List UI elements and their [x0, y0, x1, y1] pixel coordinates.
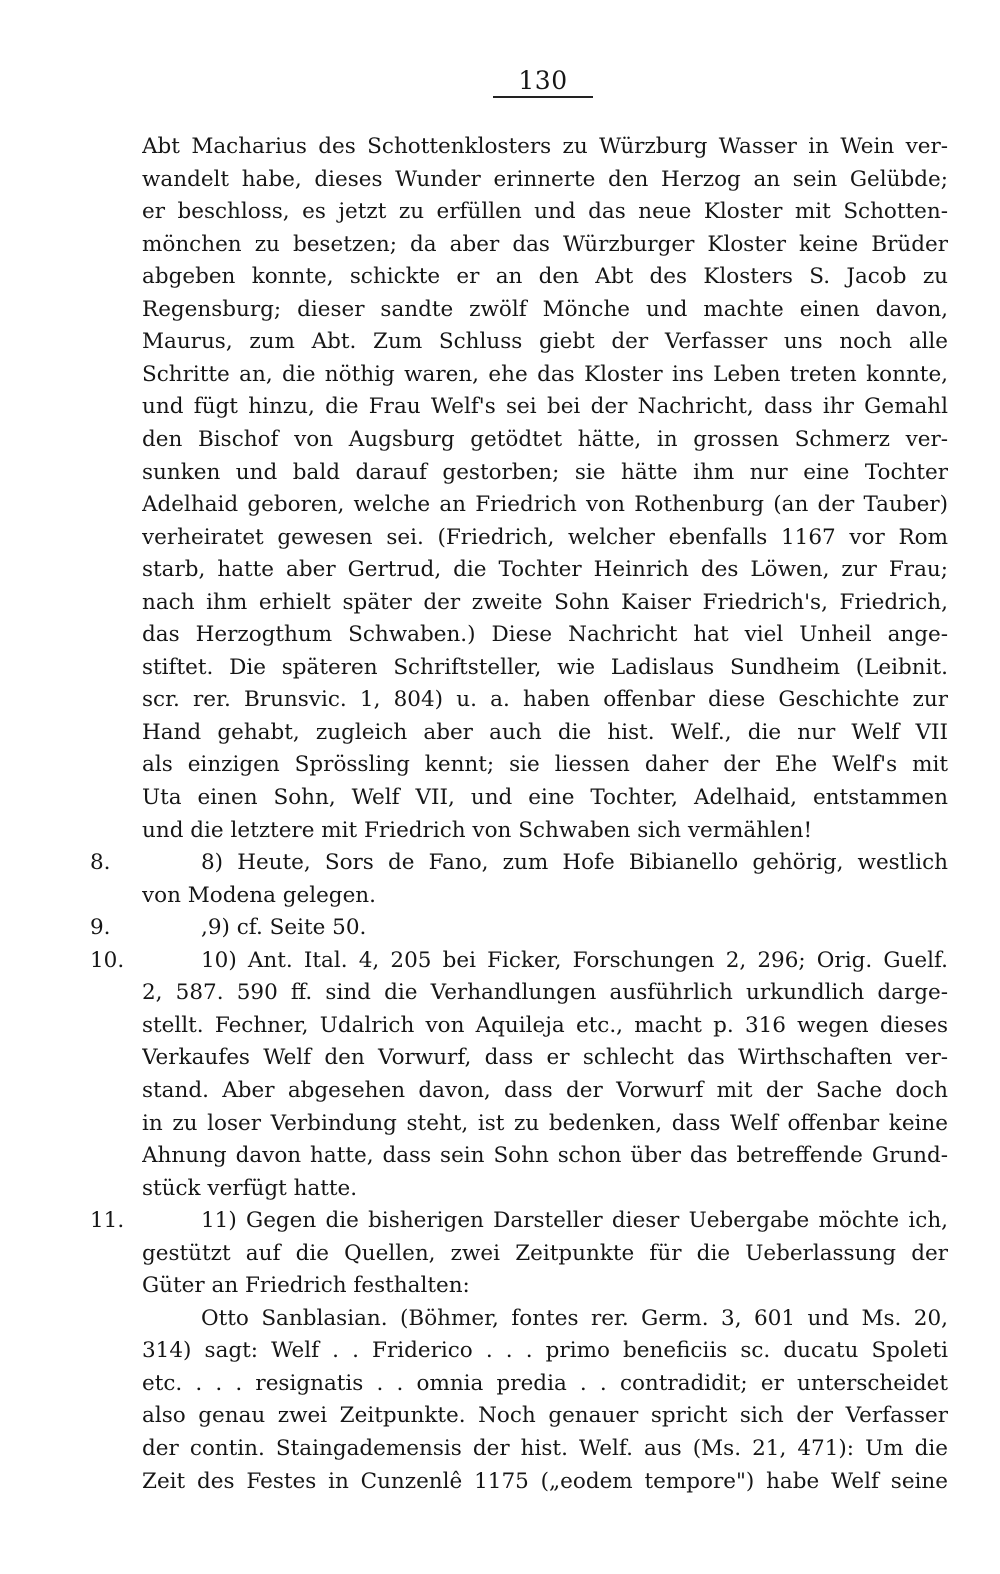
- text-line: starb, hatte aber Gertrud, die Tochter Heinrich des Löwen, zur Frau;: [142, 557, 948, 583]
- text-line: 11) Gegen die bisherigen Darsteller dieser Uebergabe möchte ich,: [201, 1208, 948, 1234]
- text-line: gestützt auf die Quellen, zwei Zeitpunkte für die Ueberlassung der: [142, 1240, 948, 1266]
- text-line: scr. rer. Brunsvic. 1, 804) u. a. haben offenbar diese Geschichte zur: [142, 687, 948, 713]
- text-line: 8) Heute, Sors de Fano, zum Hofe Bibianello gehörig, westlich: [201, 850, 948, 876]
- text-line: Abt Macharius des Schottenklosters zu Würzburg Wasser in Wein ver-: [142, 134, 948, 159]
- text-line: also genau zwei Zeitpunkte. Noch genauer spricht sich der Verfasser: [142, 1403, 948, 1429]
- text-line: stellt. Fechner, Udalrich von Aquileja etc., macht p. 316 wegen dieses: [142, 1012, 948, 1038]
- text-line: 10) Ant. Ital. 4, 205 bei Ficker, Forschungen 2, 296; Orig. Guelf.: [201, 947, 948, 973]
- text-line: Otto Sanblasian. (Böhmer, fontes rer. Germ. 3, 601 und Ms. 20,: [201, 1305, 948, 1331]
- text-line: Verkaufes Welf den Vorwurf, dass er schlecht das Wirthschaften ver-: [142, 1045, 948, 1071]
- text-line: 2, 587. 590 ff. sind die Verhandlungen ausführlich urkundlich darge-: [142, 980, 948, 1006]
- text-line: Adelhaid geboren, welche an Friedrich von Rothenburg (an der Tauber): [142, 492, 948, 518]
- text-line: stück verfügt hatte.: [142, 1175, 358, 1201]
- text-line: verheiratet gewesen sei. (Friedrich, welcher ebenfalls 1167 vor Rom: [142, 524, 948, 550]
- page-number-rule: [493, 96, 593, 98]
- text-line: er beschloss, es jetzt zu erfüllen und das neue Kloster mit Schotten-: [142, 199, 948, 225]
- text-line: als einzigen Sprössling kennt; sie liessen daher der Ehe Welf's mit: [142, 752, 948, 778]
- text-line: und die letztere mit Friedrich von Schwaben sich vermählen!: [142, 817, 813, 843]
- page-number: 130: [518, 66, 568, 95]
- margin-note-number: 11.: [90, 1208, 125, 1234]
- text-line: das Herzogthum Schwaben.) Diese Nachricht hat viel Unheil ange-: [142, 622, 948, 648]
- margin-note-number: 8.: [90, 850, 111, 876]
- text-line: in zu loser Verbindung steht, ist zu bedenken, dass Welf offenbar keine: [142, 1110, 948, 1136]
- text-line: Maurus, zum Abt. Zum Schluss giebt der Verfasser uns noch alle: [142, 329, 948, 355]
- text-line: Ahnung davon hatte, dass sein Sohn schon über das betreffende Grund-: [142, 1143, 948, 1169]
- text-line: ,9) cf. Seite 50.: [201, 915, 367, 941]
- text-line: stiftet. Die späteren Schriftsteller, wie Ladislaus Sundheim (Leibnit.: [142, 654, 948, 680]
- text-line: und fügt hinzu, die Frau Welf's sei bei der Nachricht, dass ihr Gemahl: [142, 394, 948, 420]
- text-line: Uta einen Sohn, Welf VII, und eine Tochter, Adelhaid, entstammen: [142, 785, 948, 810]
- text-line: Schritte an, die nöthig waren, ehe das Kloster ins Leben treten konnte,: [142, 361, 948, 387]
- text-line: den Bischof von Augsburg getödtet hätte, in grossen Schmerz ver-: [142, 426, 948, 452]
- text-line: etc. . . . resignatis . . omnia predia . . contradidit; er unterscheidet: [142, 1370, 948, 1396]
- text-line: wandelt habe, dieses Wunder erinnerte den Herzog an sein Gelübde;: [142, 166, 948, 192]
- text-line: Zeit des Festes in Cunzenlê 1175 („eodem tempore") habe Welf seine: [142, 1468, 948, 1494]
- text-line: sunken und bald darauf gestorben; sie hätte ihm nur eine Tochter: [142, 459, 948, 485]
- text-line: stand. Aber abgesehen davon, dass der Vorwurf mit der Sache doch: [142, 1077, 948, 1103]
- margin-note-number: 9.: [90, 915, 111, 941]
- text-line: Güter an Friedrich festhalten:: [142, 1273, 470, 1299]
- text-line: Regensburg; dieser sandte zwölf Mönche und machte einen davon,: [142, 296, 948, 322]
- text-line: mönchen zu besetzen; da aber das Würzburger Kloster keine Brüder: [142, 231, 948, 257]
- margin-note-number: 10.: [90, 947, 125, 973]
- text-line: abgeben konnte, schickte er an den Abt des Klosters S. Jacob zu: [142, 264, 948, 290]
- text-line: von Modena gelegen.: [142, 882, 376, 908]
- text-line: der contin. Staingademensis der hist. Welf. aus (Ms. 21, 471): Um die: [142, 1436, 948, 1461]
- text-line: 314) sagt: Welf . . Friderico . . . primo beneficiis sc. ducatu Spoleti: [142, 1338, 948, 1364]
- text-line: nach ihm erhielt später der zweite Sohn Kaiser Friedrich's, Friedrich,: [142, 589, 948, 615]
- text-line: Hand gehabt, zugleich aber auch die hist. Welf., die nur Welf VII: [142, 719, 948, 745]
